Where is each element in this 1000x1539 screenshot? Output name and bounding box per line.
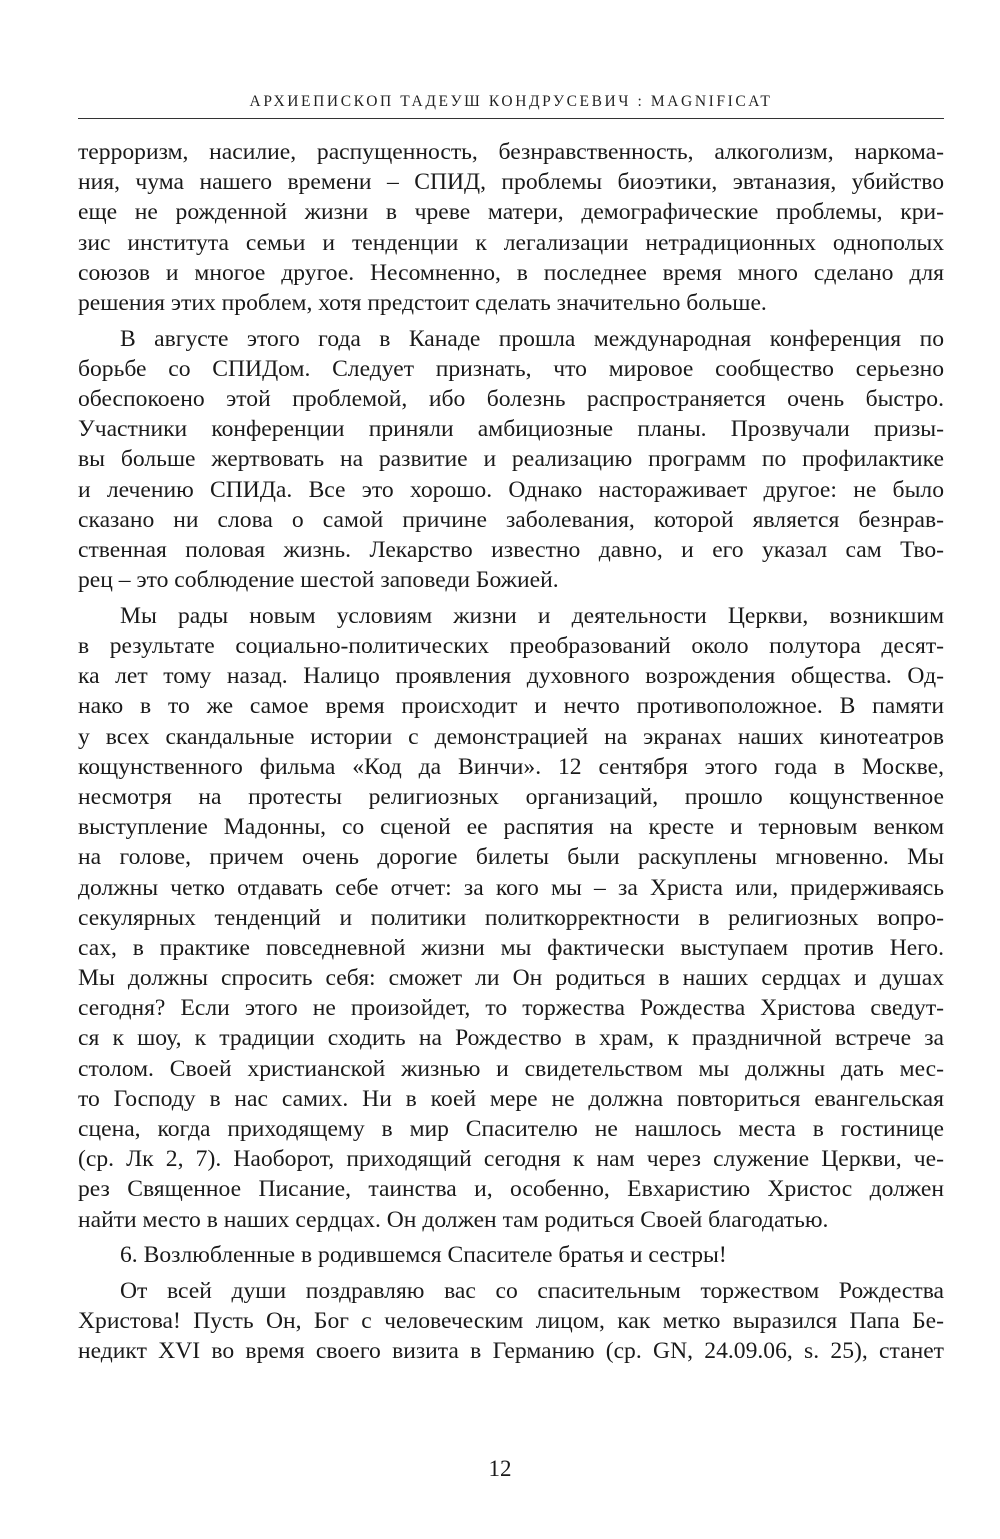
text-line: решения этих проблем, хотя предстоит сделать значительно больше. bbox=[78, 289, 767, 316]
page-number: 12 bbox=[488, 1456, 512, 1481]
text-line: в результате социально-политических преобразований около полутора десят- bbox=[78, 633, 944, 659]
text-line: 6. Возлюбленные в родившемся Спасителе братья и сестры! bbox=[120, 1242, 727, 1269]
text-line: сказано ни слова о самой причине заболевания, которой является безнрав- bbox=[78, 506, 944, 533]
text-line: и лечению СПИДа. Все это хорошо. Однако настораживает другое: не было bbox=[78, 476, 944, 503]
text-line: сах, в практике повседневной жизни мы фактически выступаем против Него. bbox=[78, 934, 944, 961]
text-line: Участники конференции приняли амбициозные планы. Прозвучали призы- bbox=[78, 416, 944, 443]
text-line: рез Священное Писание, таинства и, особенно, Евхаристию Христос должен bbox=[78, 1176, 944, 1203]
text-line: несмотря на протесты религиозных организаций, прошло кощунственное bbox=[78, 783, 944, 810]
paragraph-1 bbox=[78, 137, 944, 318]
text-line: обеспокоено этой проблемой, ибо болезнь распространяется очень быстро. bbox=[78, 386, 944, 412]
text-line: сцена, когда приходящему в мир Спасителю не нашлось места в гостинице bbox=[78, 1116, 944, 1142]
text-line: борьбе со СПИДом. Следует признать, что мировое сообщество серьезно bbox=[78, 355, 944, 382]
text-line: От всей души поздравляю вас со спасительным торжеством Рождества bbox=[120, 1277, 944, 1304]
paragraph-5 bbox=[78, 1276, 944, 1367]
text-line: рец – это соблюдение шестой заповеди Божией. bbox=[78, 567, 559, 594]
text-line: секулярных тенденций и политики политкорректности в религиозных вопро- bbox=[78, 904, 944, 931]
text-line: найти место в наших сердцах. Он должен там родиться Своей благодатью. bbox=[78, 1206, 829, 1233]
text-line: еще не рожденной жизни в чреве матери, демографические проблемы, кри- bbox=[78, 199, 944, 226]
text-line: союзов и многое другое. Несомненно, в последнее время много сделано для bbox=[78, 259, 944, 286]
paragraph-4 bbox=[78, 1240, 944, 1270]
text-line: выступление Мадонны, со сценой ее распятия на кресте и терновым венком bbox=[78, 814, 944, 841]
text-line: вы больше жертвовать на развитие и реализацию программ по профилактике bbox=[78, 446, 944, 473]
header-rule bbox=[78, 118, 944, 119]
text-line: зис института семьи и тенденции к легализации нетрадиционных однополых bbox=[78, 229, 944, 256]
text-line: (ср. Лк 2, 7). Наоборот, приходящий сегодня к нам через служение Церкви, че- bbox=[78, 1146, 944, 1173]
text-line: терроризм, насилие, распущенность, безнравственность, алкоголизм, наркома- bbox=[78, 139, 944, 165]
text-line: кощунственного фильма «Код да Винчи». 12 сентября этого года в Москве, bbox=[78, 753, 944, 780]
text-line: ся к шоу, к традиции сходить на Рождество в храм, к праздничной встрече за bbox=[78, 1025, 944, 1052]
text-line: ка лет тому назад. Налицо проявления духовного возрождения общества. Од- bbox=[78, 663, 944, 690]
text-line: нако в то же самое время происходит и нечто противоположное. В памяти bbox=[78, 693, 944, 720]
text-line: должны четко отдавать себе отчет: за кого мы – за Христа или, придерживаясь bbox=[78, 874, 944, 901]
text-line: то Господу в нас самих. Ни в коей мере не должна повториться евангельская bbox=[78, 1085, 944, 1112]
text-line: у всех скандальные истории с демонстрацией на экранах наших кинотеатров bbox=[78, 723, 944, 750]
body-text bbox=[78, 137, 944, 1367]
text-line: сегодня? Если этого не произойдет, то торжества Рождества Христова сведут- bbox=[78, 995, 944, 1022]
paragraph-3 bbox=[78, 601, 944, 1235]
text-line: Христова! Пусть Он, Бог с человеческим лицом, как метко выразился Папа Бе- bbox=[78, 1308, 944, 1335]
paragraph-2 bbox=[78, 324, 944, 596]
text-line: на голове, причем очень дорогие билеты были раскуплены мгновенно. Мы bbox=[78, 844, 944, 871]
text-line: Мы рады новым условиям жизни и деятельности Церкви, возникшим bbox=[120, 602, 944, 629]
text-line: В августе этого года в Канаде прошла международная конференция по bbox=[120, 325, 944, 352]
text-line: ственная половая жизнь. Лекарство известно давно, и его указал сам Тво- bbox=[78, 536, 944, 563]
text-line: ния, чума нашего времени – СПИД, проблемы биоэтики, эвтаназия, убийство bbox=[78, 169, 944, 196]
text-line: Мы должны спросить себя: сможет ли Он родиться в наших сердцах и душах bbox=[78, 965, 944, 992]
text-line: столом. Своей христианской жизнью и свидетельством мы должны дать мес- bbox=[78, 1055, 944, 1082]
running-header: АРХИЕПИСКОП ТАДЕУШ КОНДРУСЕВИЧ : MAGNIFICAT bbox=[249, 93, 773, 110]
text-line: недикт XVI во время своего визита в Германию (ср. GN, 24.09.06, s. 25), станет bbox=[78, 1338, 944, 1365]
